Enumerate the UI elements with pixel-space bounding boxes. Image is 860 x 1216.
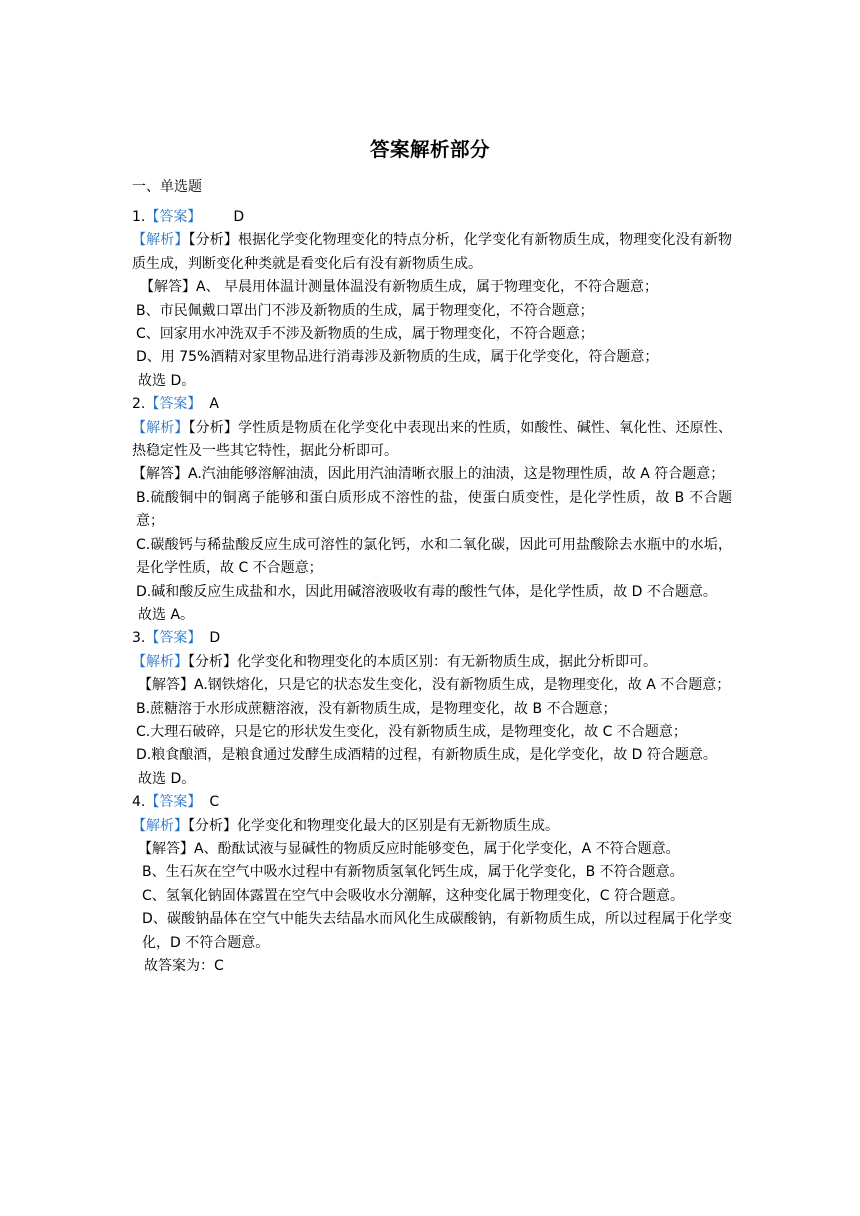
solution-line: B、生石灰在空气中吸水过程中有新物质氢氧化钙生成，属于化学变化，B 不符合题意。 bbox=[142, 864, 684, 881]
solution-line: B.蔗糖溶于水形成蔗糖溶液，没有新物质生成，是物理变化，故 B 不合题意； bbox=[136, 700, 617, 717]
answer-value: C bbox=[209, 794, 220, 811]
answer-tag: 【答案】 bbox=[145, 630, 202, 647]
jiexi-tag: 【解析】 bbox=[132, 232, 189, 249]
solution-line: D、碳酸钠晶体在空气中能失去结晶水而风化生成碳酸钠，有新物质生成，所以过程属于化学变化，D 不符合题意。 bbox=[142, 911, 732, 951]
conclusion-line: 故选 D。 bbox=[138, 770, 196, 787]
jiexi-tag: 【解析】 bbox=[132, 817, 188, 834]
analysis-paragraph bbox=[132, 229, 732, 276]
analysis-text: 【分析】根据化学变化物理变化的特点分析，化学变化有新物质生成，物理变化没有新物质生成，判断变化种类就是看变化后有没有新物质生成。 bbox=[132, 232, 733, 272]
page-title: 答案解析部分 bbox=[369, 138, 490, 161]
solution-line: D.碱和酸反应生成盐和水，因此用碱溶液吸收有毒的酸性气体，是化学性质，故 D 不合题意。 bbox=[136, 583, 717, 600]
solution-line: 【解答】A.汽油能够溶解油渍，因此用汽油清晰衣服上的油渍，这是物理性质，故 A 符合题意； bbox=[132, 466, 725, 483]
conclusion-line: 故选 A。 bbox=[138, 606, 195, 623]
analysis-text: 【分析】学性质是物质在化学变化中表现出来的性质，如酸性、碱性、氧化性、还原性、热稳定性及一些其它特性，据此分析即可。 bbox=[132, 419, 733, 460]
analysis-paragraph bbox=[132, 815, 732, 838]
solution-line: C.大理石破碎，只是它的形状发生变化，没有新物质生成，是物理变化，故 C 不合题意； bbox=[136, 723, 687, 740]
answer-body bbox=[132, 206, 732, 978]
solution-line: D、用 75%酒精对家里物品进行消毒涉及新物质的生成，属于化学变化，符合题意； bbox=[136, 349, 659, 366]
solution-line: 【解答】A、 早晨用体温计测量体温没有新物质生成，属于物理变化，不符合题意； bbox=[140, 279, 659, 296]
solution-line: C.碳酸钙与稀盐酸反应生成可溶性的氯化钙，水和二氧化碳，因此可用盐酸除去水瓶中的水垢，是化学性质，故 C 不合题意； bbox=[136, 536, 732, 577]
question-number: 3. bbox=[132, 630, 146, 647]
analysis-text: 【分析】化学变化和物理变化最大的区别是有无新物质生成。 bbox=[188, 817, 559, 834]
section-heading: 一、单选题 bbox=[132, 179, 202, 195]
answer-line bbox=[132, 791, 732, 814]
question-number: 4. bbox=[132, 794, 146, 811]
question-number: 1. bbox=[132, 209, 146, 225]
answer-tag: 【答案】 bbox=[145, 209, 202, 225]
answer-value: D bbox=[233, 209, 245, 225]
jiexi-tag: 【解析】 bbox=[132, 419, 189, 436]
solution-line: B、市民佩戴口罩出门不涉及新物质的生成，属于物理变化，不符合题意； bbox=[136, 302, 594, 319]
answer-line bbox=[132, 627, 732, 650]
conclusion-line: 故答案为：C bbox=[144, 958, 224, 974]
solution-line: C、回家用水冲洗双手不涉及新物质的生成，属于物理变化，不符合题意； bbox=[136, 326, 594, 343]
analysis-paragraph bbox=[132, 417, 732, 464]
answer-tag: 【答案】 bbox=[145, 794, 202, 811]
analysis-paragraph bbox=[132, 651, 732, 674]
answer-line bbox=[132, 206, 732, 229]
answer-value: A bbox=[209, 396, 219, 413]
answer-line bbox=[132, 393, 732, 416]
solution-line: 【解答】A、酚酞试液与显碱性的物质反应时能够变色，属于化学变化，A 不符合题意。 bbox=[138, 840, 680, 857]
answer-tag: 【答案】 bbox=[145, 396, 202, 413]
solution-line: D.粮食酿酒，是粮食通过发酵生成酒精的过程，有新物质生成，是化学变化，故 D 符合题意。 bbox=[136, 747, 717, 764]
jiexi-tag: 【解析】 bbox=[132, 653, 188, 670]
solution-line: C、氢氧化钠固体露置在空气中会吸收水分潮解，这种变化属于物理变化，C 符合题意。 bbox=[142, 887, 684, 904]
answer-value: D bbox=[209, 630, 221, 647]
solution-line: 【解答】A.钢铁熔化，只是它的状态发生变化，没有新物质生成，是物理变化，故 A 不合题意； bbox=[138, 677, 731, 694]
conclusion-line: 故选 D。 bbox=[138, 372, 196, 389]
question-number: 2. bbox=[132, 396, 146, 413]
solution-line: B.硫酸铜中的铜离子能够和蛋白质形成不溶性的盐，使蛋白质变性，是化学性质，故 B 不合题意； bbox=[136, 489, 732, 530]
analysis-text: 【分析】化学变化和物理变化的本质区别：有无新物质生成，据此分析即可。 bbox=[188, 653, 657, 670]
